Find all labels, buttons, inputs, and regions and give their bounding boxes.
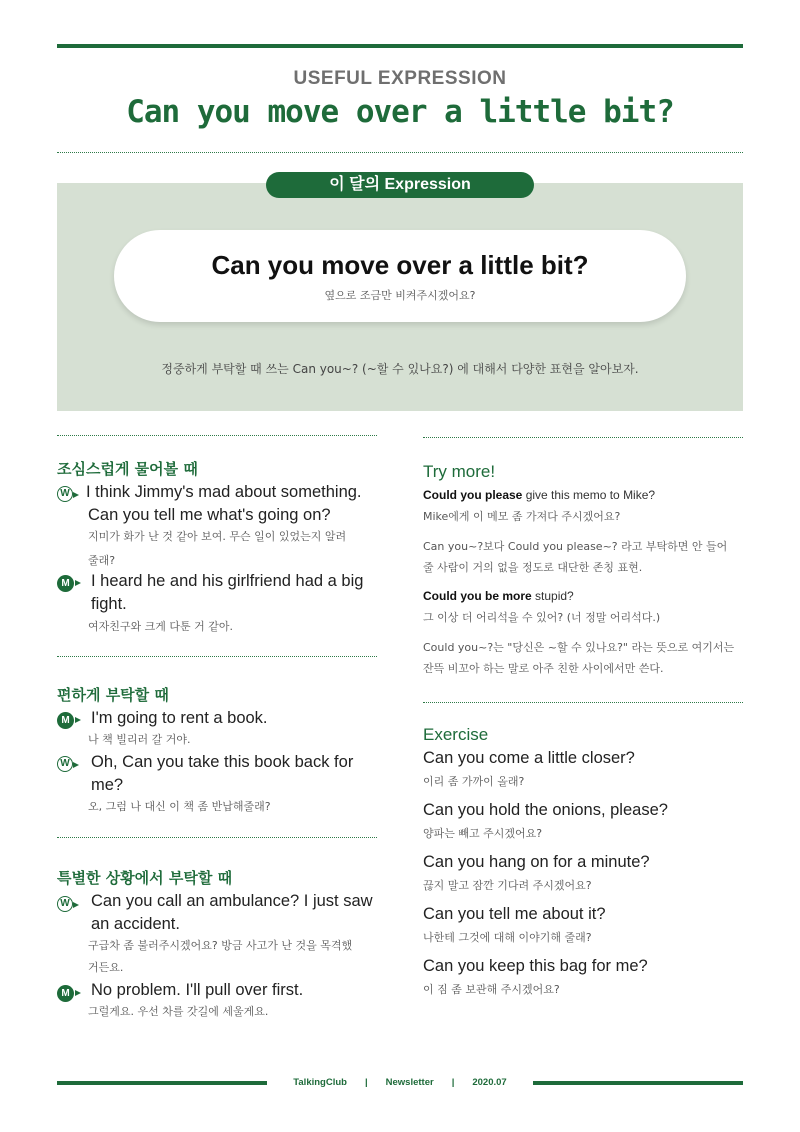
- try-example-ko: 그 이상 더 어리석을 수 있어? (너 정말 어리석다.): [423, 611, 661, 624]
- expression-translation: 옆으로 조금만 비켜주시겠어요?: [324, 289, 476, 302]
- dialogue-en: Can you call an ambulance? I just saw: [91, 892, 373, 910]
- dialogue-en: I heard he and his girlfriend had a big: [91, 572, 364, 590]
- footer-separator: |: [364, 1077, 368, 1088]
- dialogue-en: an accident.: [91, 915, 180, 933]
- dialogue-ko: 여자친구와 크게 다툰 거 같아.: [88, 620, 233, 633]
- speaker-w-icon: W: [57, 896, 73, 912]
- dialogue-ko: 구급차 좀 불러주시겠어요? 방금 사고가 난 것을 목격했: [88, 939, 353, 952]
- try-example-rest: give this memo to Mike?: [522, 488, 656, 502]
- dialogue-en: me?: [91, 776, 124, 794]
- left-divider-2: [57, 656, 377, 657]
- dialogue-ko: 그럴게요. 우선 차를 갓길에 세울게요.: [88, 1005, 269, 1018]
- speaker-m-icon: M: [57, 712, 74, 729]
- exercise-en: Can you come a little closer?: [423, 749, 635, 767]
- footer: [0, 1077, 800, 1088]
- speaker-m-icon: M: [57, 985, 74, 1002]
- exercise-heading: Exercise: [423, 725, 489, 744]
- exercise-ko: 이리 좀 가까이 올래?: [423, 775, 525, 788]
- try-note: 잔뜩 비꼬아 하는 말로 아주 친한 사이에서만 쓴다.: [423, 662, 664, 675]
- exercise-en: Can you hang on for a minute?: [423, 853, 650, 871]
- try-example-ko: Mike에게 이 메모 좀 가져다 주시겠어요?: [423, 510, 621, 523]
- dialogue-en: No problem. I'll pull over first.: [91, 981, 304, 999]
- try-example: [423, 488, 655, 502]
- section-heading-careful: 조심스럽게 물어볼 때: [57, 460, 198, 478]
- exercise-ko: 끊지 말고 잠깐 기다려 주시겠어요?: [423, 879, 592, 892]
- try-example-bold: Could you please: [423, 488, 523, 502]
- dialogue-en: I'm going to rent a book.: [91, 709, 268, 727]
- footer-date: 2020.07: [472, 1077, 507, 1088]
- try-example: [423, 589, 574, 603]
- exercise-en: Can you hold the onions, please?: [423, 801, 668, 819]
- left-divider-1: [57, 435, 377, 436]
- page-title: Can you move over a little bit?: [126, 94, 674, 130]
- right-divider-2: [423, 702, 743, 703]
- dialogue-ko: 오, 그럼 나 대신 이 책 좀 반납해줄래?: [88, 800, 271, 813]
- footer-kind: Newsletter: [385, 1077, 434, 1088]
- speaker-m-icon: M: [57, 575, 74, 592]
- exercise-en: Can you keep this bag for me?: [423, 957, 648, 975]
- dialogue-ko: 줄래?: [88, 554, 116, 567]
- section-label: USEFUL EXPRESSION: [293, 68, 507, 89]
- section-heading-casual: 편하게 부탁할 때: [57, 686, 169, 704]
- top-rule: [57, 44, 743, 48]
- exercise-ko: 나한테 그것에 대해 이야기해 줄래?: [423, 931, 592, 944]
- dialogue-en: fight.: [91, 595, 127, 613]
- try-note: 줄 사람이 거의 없을 정도로 대단한 존칭 표현.: [423, 561, 643, 574]
- expression-title: Can you move over a little bit?: [211, 250, 589, 280]
- exercise-ko: 이 짐 좀 보관해 주시겠어요?: [423, 983, 560, 996]
- exercise-ko: 양파는 빼고 주시겠어요?: [423, 827, 543, 840]
- try-note: Can you~?보다 Could you please~? 라고 부탁하면 안 들어: [423, 540, 728, 553]
- expression-card: [114, 230, 686, 322]
- exercise-en: Can you tell me about it?: [423, 905, 606, 923]
- dialogue-en: Oh, Can you take this book back for: [91, 753, 354, 771]
- dialogue-ko: 지미가 화가 난 것 같아 보여. 무슨 일이 있었는지 알려: [88, 530, 347, 543]
- expression-description: 정중하게 부탁할 때 쓰는 Can you~? (~할 수 있나요?) 에 대해서 다양한 표현을 알아보자.: [161, 362, 639, 376]
- expression-pill: 이 달의 Expression: [266, 172, 534, 198]
- dialogue-ko: 거든요.: [88, 961, 124, 974]
- left-divider-3: [57, 837, 377, 838]
- title-divider: [57, 152, 743, 153]
- speaker-w-icon: W: [57, 756, 73, 772]
- try-example-rest: stupid?: [531, 589, 574, 603]
- footer-separator: |: [451, 1077, 455, 1088]
- try-example-bold: Could you be more: [423, 589, 532, 603]
- section-heading-special: 특별한 상황에서 부탁할 때: [57, 869, 233, 887]
- speaker-w-icon: W: [57, 486, 73, 502]
- dialogue-en: Can you tell me what's going on?: [88, 506, 331, 524]
- try-note: Could you~?는 "당신은 ~할 수 있나요?" 라는 뜻으로 여기서는: [423, 641, 735, 654]
- dialogue-en: I think Jimmy's mad about something.: [86, 483, 362, 501]
- try-more-heading: Try more!: [423, 462, 496, 481]
- dialogue-ko: 나 책 빌리러 갈 거야.: [88, 733, 191, 746]
- right-divider-1: [423, 437, 743, 438]
- footer-brand: TalkingClub: [293, 1077, 347, 1088]
